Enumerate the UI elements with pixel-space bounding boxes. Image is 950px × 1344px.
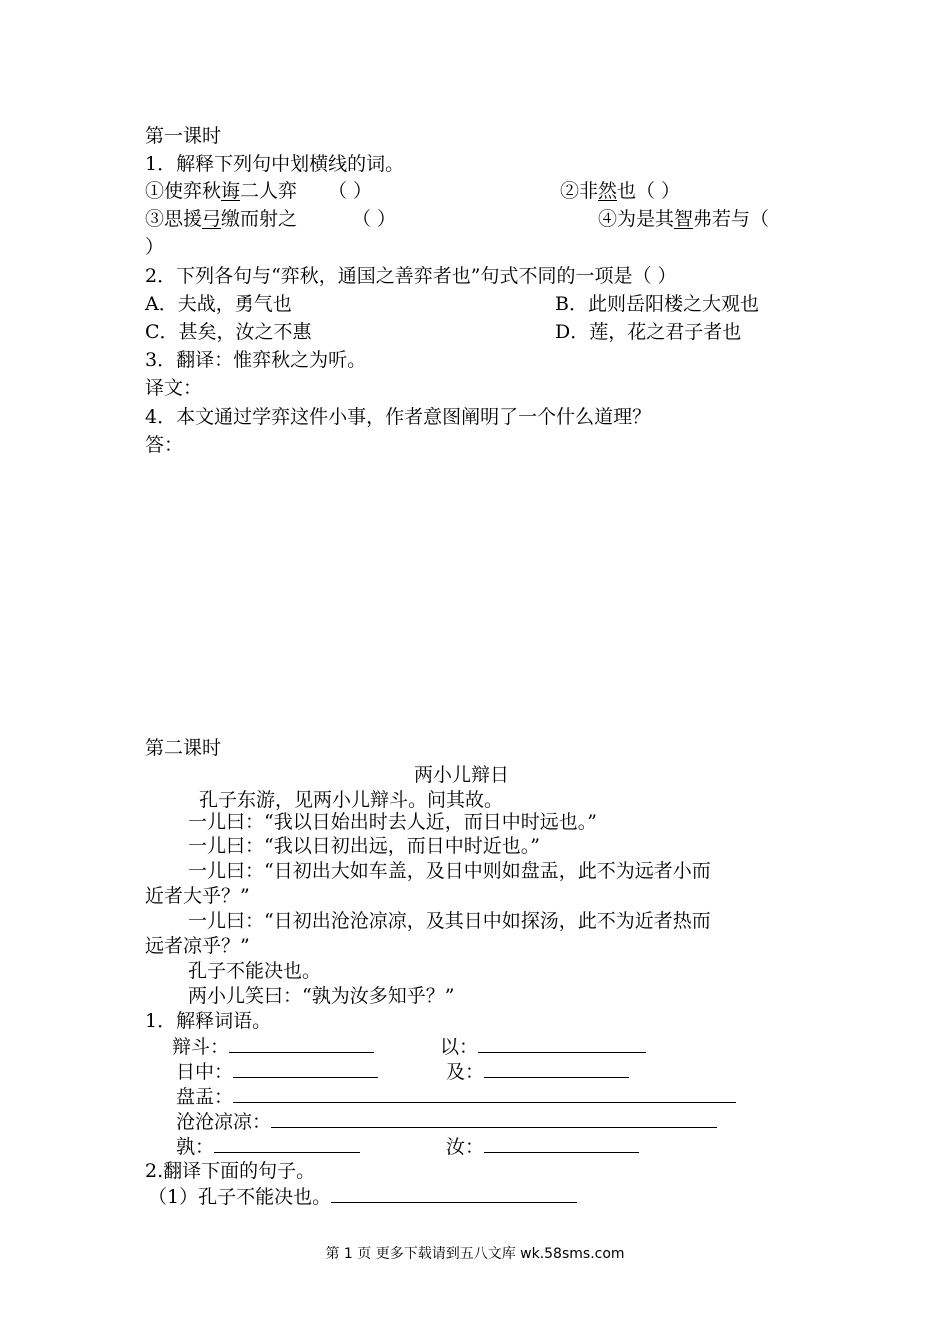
q2-option-b: B．此则岳阳楼之大观也 — [555, 293, 759, 315]
page-footer: 第 1 页 更多下载请到五八文库 wk.58sms.com — [325, 1246, 625, 1262]
lesson1-q3-answer-label: 译文： — [145, 377, 203, 399]
vocab-item: 辩斗： — [172, 1032, 374, 1061]
vocab-item: 孰： — [176, 1132, 360, 1161]
lesson1-q1-stem: 1．解释下列句中划横线的词。 — [145, 153, 405, 175]
answer-blank — [233, 1082, 736, 1103]
q1-item-d-wrap: ） — [145, 236, 165, 258]
answer-blank — [233, 1057, 378, 1078]
vocab-item: 日中： — [176, 1057, 378, 1086]
underlined-word: 弓 — [202, 208, 222, 230]
q1-item-a-blank: （ ） — [328, 180, 373, 202]
lesson1-q4-answer-label: 答： — [145, 434, 184, 456]
answer-blank — [229, 1032, 374, 1053]
passage-line: 一儿曰：“我以日初出远，而日中时近也。” — [188, 835, 540, 857]
answer-blank — [484, 1057, 629, 1078]
passage-line: 远者凉乎？” — [145, 935, 250, 957]
vocab-item: 及： — [446, 1057, 629, 1086]
translate-item: （1）孔子不能决也。 — [148, 1182, 577, 1211]
q2-option-c: C．甚矣，汝之不惠 — [145, 321, 312, 343]
passage-line: 孔子东游，见两小儿辩斗。问其故。 — [199, 789, 504, 811]
vocab-item: 汝： — [446, 1132, 639, 1161]
answer-blank — [331, 1182, 577, 1203]
lesson2-q2-stem: 2.翻译下面的句子。 — [145, 1160, 316, 1182]
answer-blank — [214, 1132, 360, 1153]
passage-line: 一儿曰：“我以日始出时去人近，而日中时远也。” — [188, 811, 597, 833]
passage-title: 两小儿辩日 — [414, 764, 510, 786]
underlined-word: 诲 — [221, 180, 241, 202]
q1-item-a: ①使弈秋诲二人弈 — [145, 180, 298, 202]
lesson1-q4-stem: 4．本文通过学弈这件小事，作者意图阐明了一个什么道理？ — [145, 406, 652, 428]
lesson1-heading: 第一课时 — [145, 125, 222, 147]
underlined-word: 智 — [674, 208, 694, 230]
q1-item-b: ②非然也（ ） — [560, 180, 681, 202]
answer-blank — [478, 1032, 646, 1053]
answer-blank — [484, 1132, 639, 1153]
passage-line: 一儿曰：“日初出大如车盖，及日中则如盘盂，此不为远者小而 — [188, 860, 711, 882]
q1-item-d: ④为是其智弗若与（ — [598, 208, 770, 230]
q2-option-a: A．夫战，勇气也 — [145, 293, 292, 315]
vocab-item: 以： — [440, 1032, 646, 1061]
lesson2-heading: 第二课时 — [145, 737, 222, 759]
passage-line: 近者大乎？” — [145, 885, 250, 907]
lesson1-q2-stem: 2．下列各句与“弈秋，通国之善弈者也”句式不同的一项是（ ） — [145, 265, 677, 287]
vocab-item: 盘盂： — [176, 1082, 736, 1111]
q1-item-c: ③思援弓缴而射之 — [145, 208, 298, 230]
passage-line: 两小儿笑曰：“孰为汝多知乎？” — [188, 985, 455, 1007]
q2-option-d: D．莲，花之君子者也 — [555, 321, 742, 343]
vocab-item: 沧沧凉凉： — [176, 1107, 717, 1136]
q1-item-c-blank: （ ） — [352, 208, 397, 230]
passage-line: 一儿曰：“日初出沧沧凉凉，及其日中如探汤，此不为近者热而 — [188, 910, 711, 932]
answer-blank — [271, 1107, 717, 1128]
lesson1-q3-stem: 3．翻译：惟弈秋之为听。 — [145, 349, 367, 371]
passage-line: 孔子不能决也。 — [188, 960, 322, 982]
underlined-word: 然 — [598, 180, 618, 202]
lesson2-q1-stem: 1．解释词语。 — [145, 1010, 272, 1032]
